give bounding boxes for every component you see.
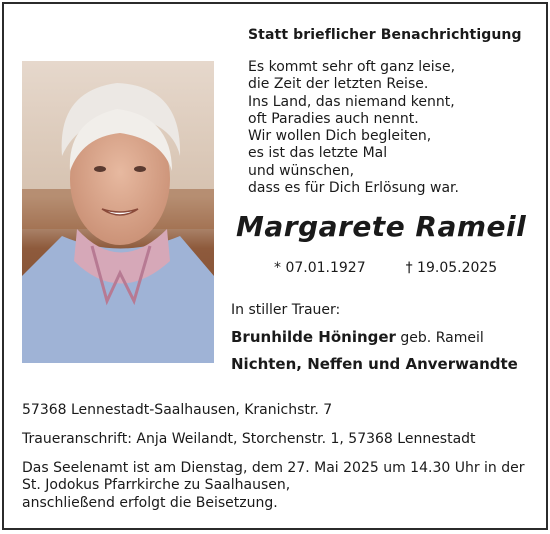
- poem-line: Es kommt sehr oft ganz leise,: [248, 59, 456, 75]
- poem-line: die Zeit der letzten Reise.: [248, 76, 429, 93]
- life-dates: [274, 260, 497, 276]
- mourning-address: Traueranschrift: Anja Weilandt, Storchenstr. 1, 57368 Lennestadt: [22, 431, 476, 447]
- poem-line: und wünschen,: [248, 162, 355, 179]
- service-details: [22, 460, 525, 512]
- obituary-card: [2, 2, 548, 530]
- service-line: St. Jodokus Pfarrkirche zu Saalhausen,: [22, 477, 291, 494]
- notice-header: Statt brieflicher Benachrichtigung: [248, 27, 522, 43]
- death-date: † 19.05.2025: [405, 260, 498, 276]
- mourner-primary: [231, 328, 484, 346]
- mourner-primary-suffix: geb. Rameil: [400, 330, 484, 346]
- poem-line: Ins Land, das niemand kennt,: [248, 93, 455, 110]
- poem-line: es ist das letzte Mal: [248, 145, 388, 162]
- mourner-secondary: Nichten, Neffen und Anverwandte: [231, 355, 518, 373]
- poem: [248, 59, 459, 197]
- mourning-label: In stiller Trauer:: [231, 302, 341, 318]
- poem-line: Wir wollen Dich begleiten,: [248, 128, 432, 145]
- portrait-photo: [22, 61, 214, 363]
- poem-line: dass es für Dich Erlösung war.: [248, 180, 459, 197]
- poem-line: oft Paradies auch nennt.: [248, 110, 419, 127]
- family-address: 57368 Lennestadt-Saalhausen, Kranichstr. 7: [22, 402, 333, 418]
- birth-date: * 07.01.1927: [274, 260, 366, 276]
- deceased-name: Margarete Rameil: [236, 210, 527, 243]
- service-line: anschließend erfolgt die Beisetzung.: [22, 494, 278, 511]
- service-line: Das Seelenamt ist am Dienstag, dem 27. Mai 2025 um 14.30 Uhr in der: [22, 460, 525, 476]
- mourner-primary-name: Brunhilde Höninger: [231, 328, 396, 346]
